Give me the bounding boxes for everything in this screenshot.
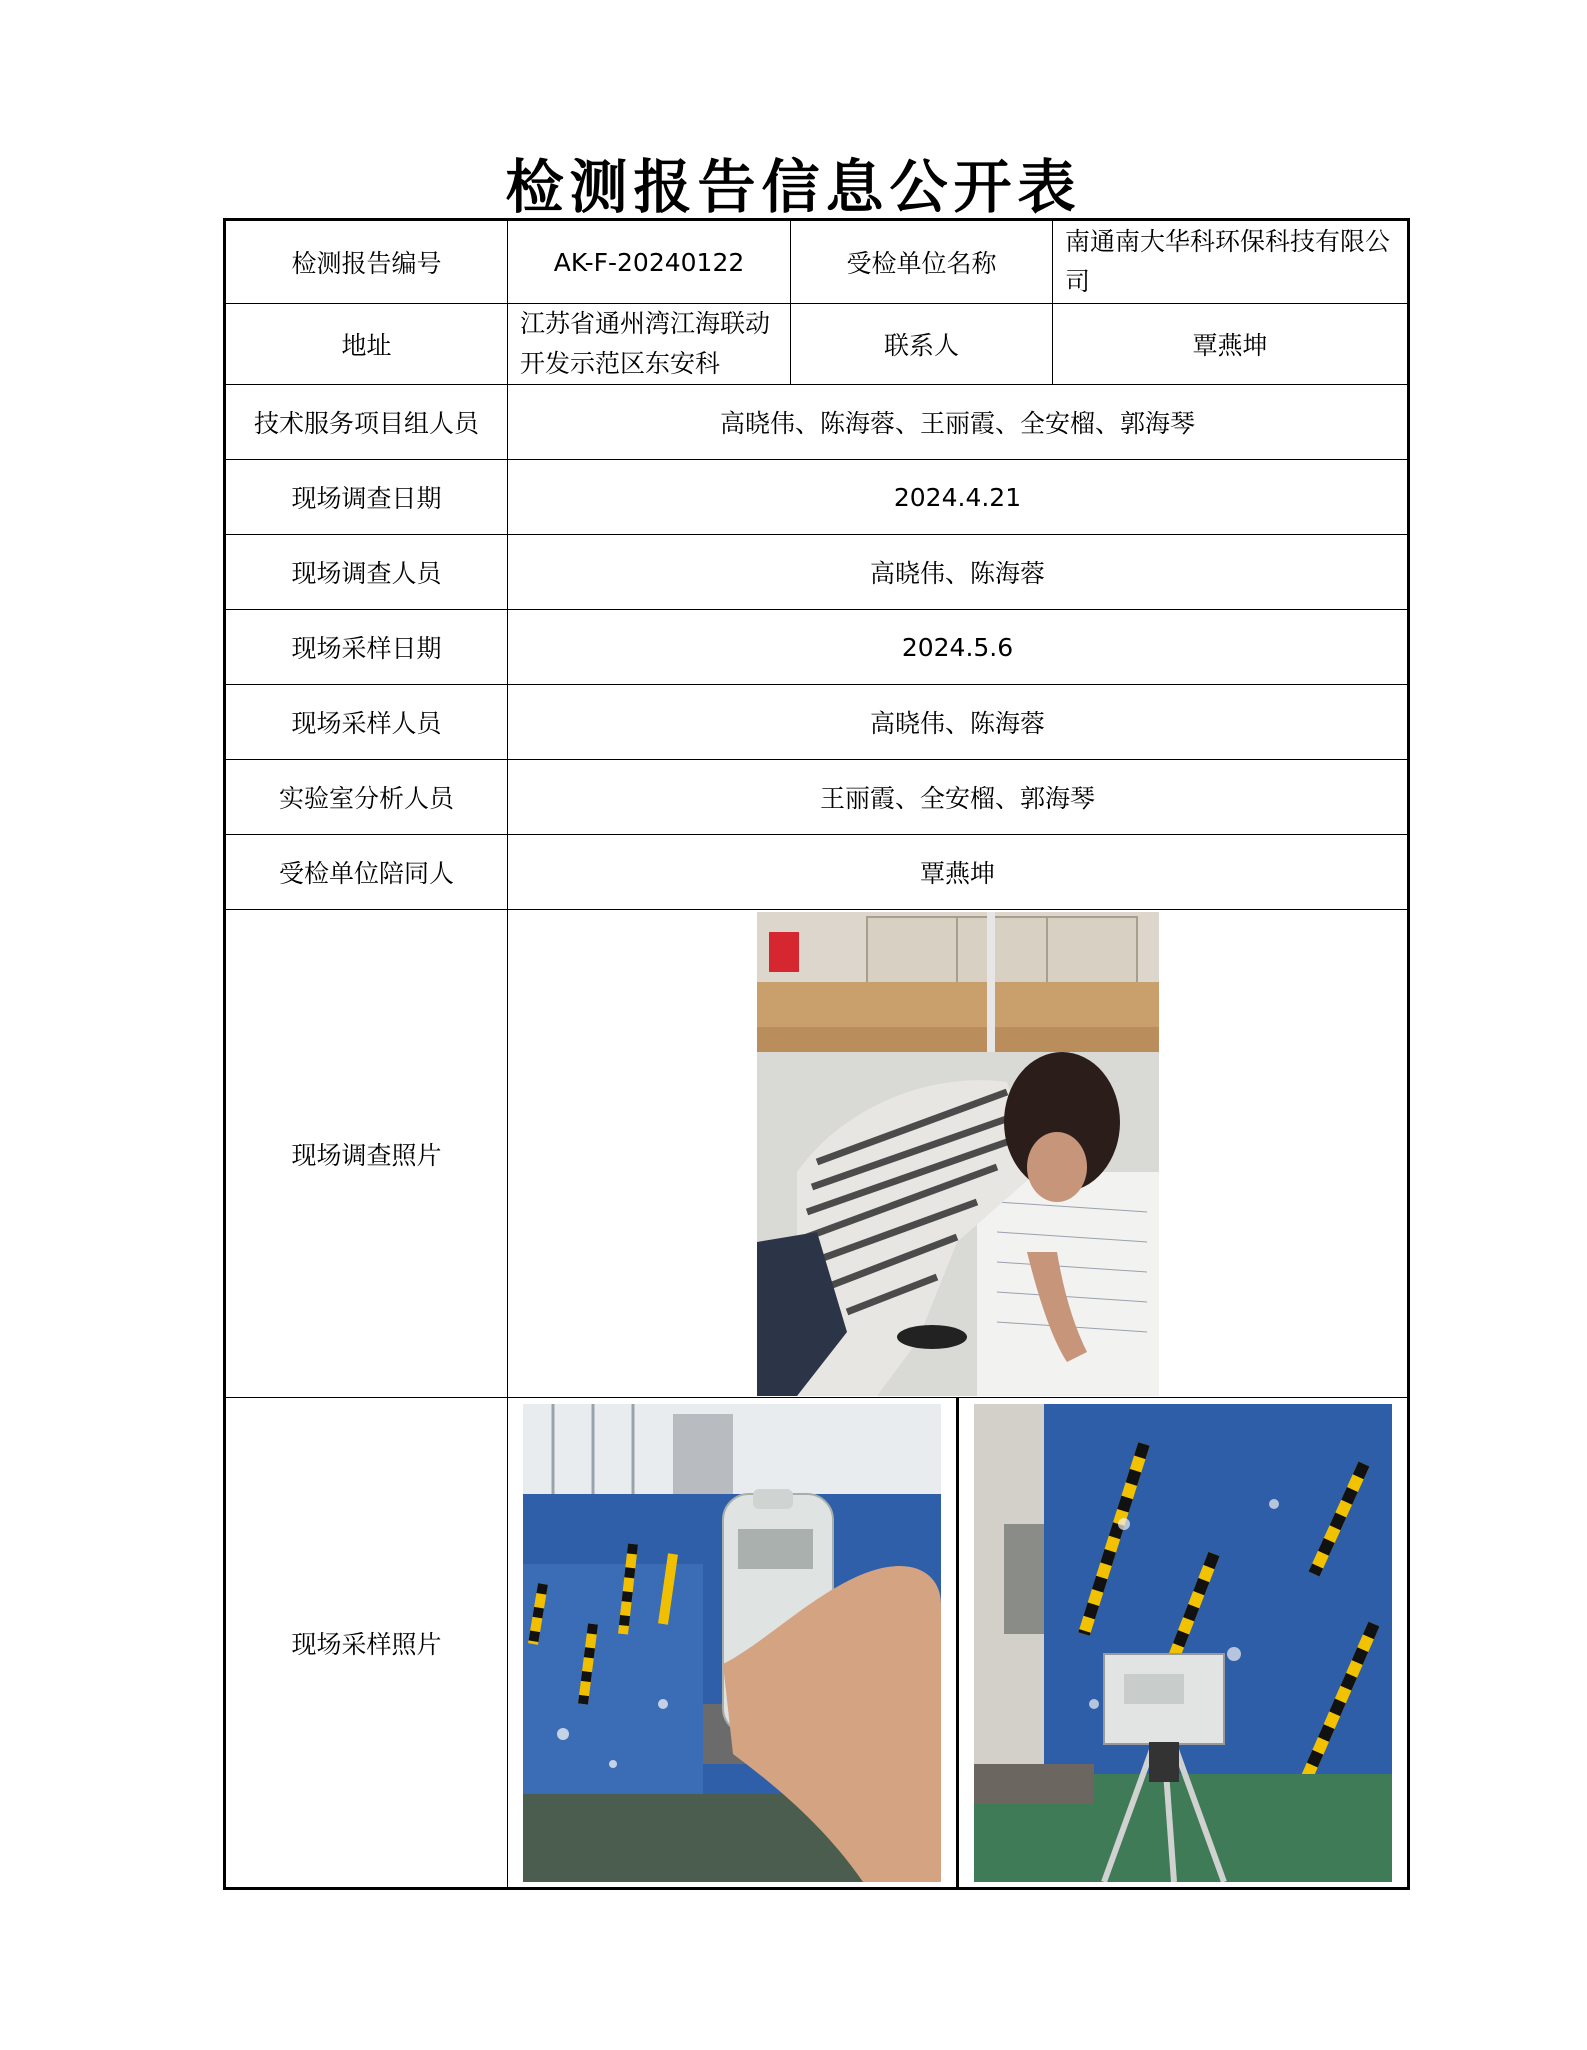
survey-photo-label: 现场调查照片 bbox=[225, 910, 508, 1398]
report-no-label: 检测报告编号 bbox=[225, 220, 508, 304]
team-label: 技术服务项目组人员 bbox=[225, 385, 508, 460]
report-info-table bbox=[223, 218, 1410, 1890]
contact-value: 覃燕坤 bbox=[1053, 304, 1409, 385]
survey-date-value: 2024.4.21 bbox=[508, 460, 1409, 535]
sampling-staff-label: 现场采样人员 bbox=[225, 685, 508, 760]
sampling-date-label: 现场采样日期 bbox=[225, 610, 508, 685]
sampling-date-value: 2024.5.6 bbox=[508, 610, 1409, 685]
sampling-staff-value: 高晓伟、陈海蓉 bbox=[508, 685, 1409, 760]
address-label: 地址 bbox=[225, 304, 508, 385]
escort-label: 受检单位陪同人 bbox=[225, 835, 508, 910]
survey-staff-label: 现场调查人员 bbox=[225, 535, 508, 610]
survey-photo bbox=[757, 912, 1159, 1396]
lab-staff-value: 王丽霞、全安榴、郭海琴 bbox=[508, 760, 1409, 835]
client-value: 南通南大华科环保科技有限公司 bbox=[1053, 220, 1409, 304]
contact-label: 联系人 bbox=[791, 304, 1053, 385]
sampling-photo-cell bbox=[508, 1398, 1409, 1889]
report-no-value: AK-F-20240122 bbox=[508, 220, 791, 304]
sampling-photo-sound-meter bbox=[523, 1404, 941, 1882]
page-title: 检测报告信息公开表 bbox=[505, 153, 1082, 221]
team-value: 高晓伟、陈海蓉、王丽霞、全安榴、郭海琴 bbox=[508, 385, 1409, 460]
survey-date-label: 现场调查日期 bbox=[225, 460, 508, 535]
lab-staff-label: 实验室分析人员 bbox=[225, 760, 508, 835]
client-label: 受检单位名称 bbox=[791, 220, 1053, 304]
escort-value: 覃燕坤 bbox=[508, 835, 1409, 910]
sampling-photo-label: 现场采样照片 bbox=[225, 1398, 508, 1889]
address-value: 江苏省通州湾江海联动开发示范区东安科 bbox=[508, 304, 791, 385]
sampling-photo-air-sampler bbox=[974, 1404, 1392, 1882]
survey-photo-cell bbox=[508, 910, 1409, 1398]
survey-staff-value: 高晓伟、陈海蓉 bbox=[508, 535, 1409, 610]
